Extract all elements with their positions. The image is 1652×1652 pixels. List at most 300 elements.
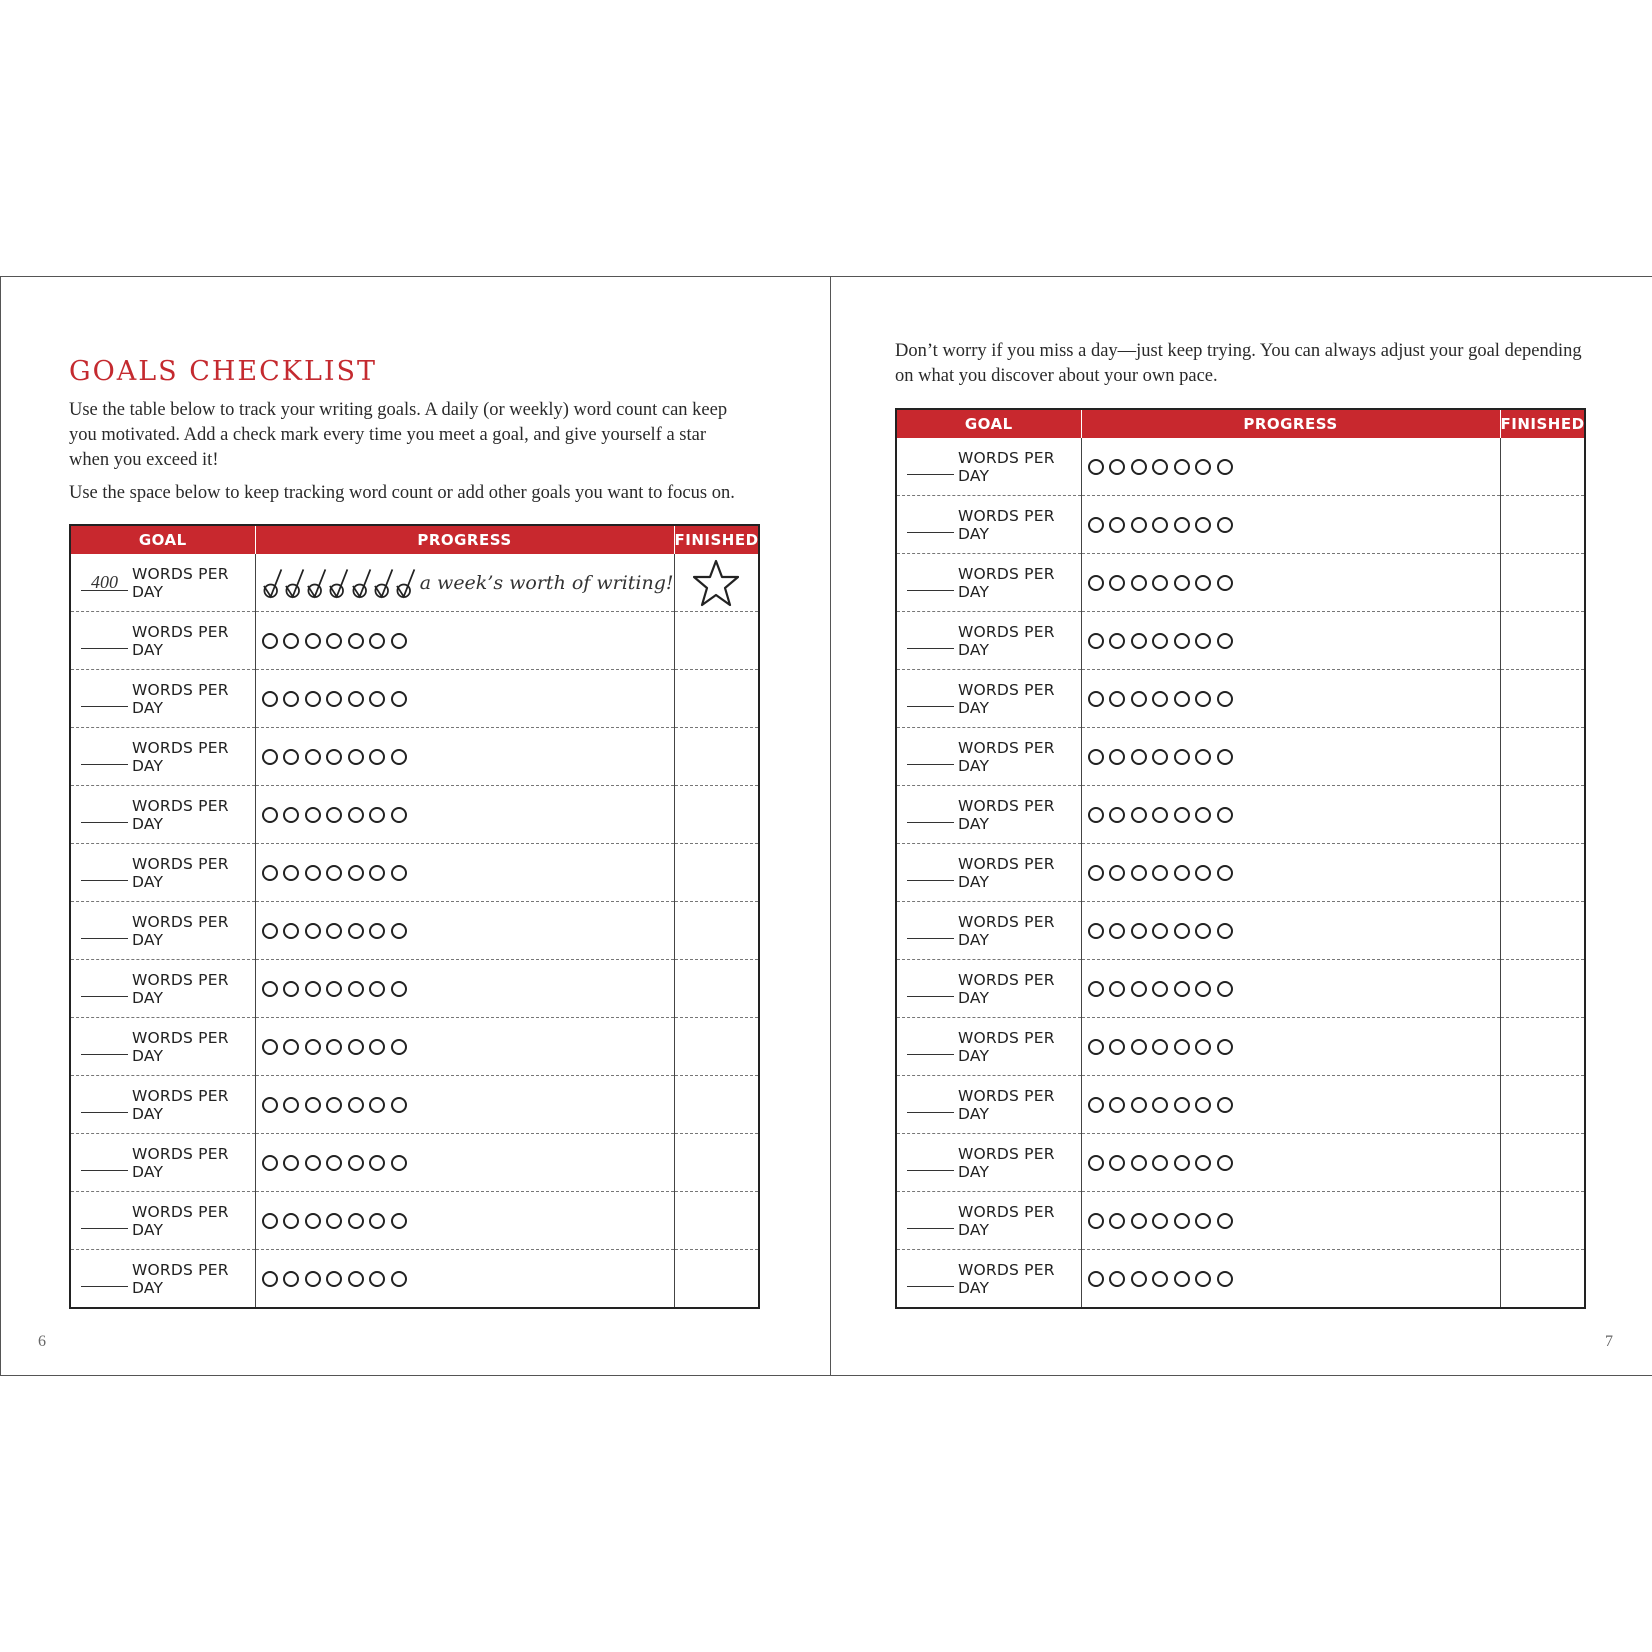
goal-cell [70, 1250, 255, 1309]
goal-cell [70, 1076, 255, 1134]
progress-circle-icon[interactable] [1195, 981, 1211, 997]
progress-circle-icon[interactable] [1131, 1039, 1147, 1055]
finished-cell[interactable] [674, 1018, 759, 1076]
finished-cell[interactable] [674, 1134, 759, 1192]
progress-cell [1081, 786, 1500, 844]
progress-circle-icon[interactable] [1109, 807, 1125, 823]
progress-circle-icon[interactable] [1152, 981, 1168, 997]
progress-circle-icon[interactable] [305, 1213, 321, 1229]
progress-circle-icon[interactable] [369, 1213, 385, 1229]
progress-circle-icon[interactable] [1174, 1271, 1190, 1287]
progress-circle-icon[interactable] [1195, 459, 1211, 475]
progress-circle-icon[interactable] [1088, 575, 1104, 591]
table-row [70, 1018, 759, 1076]
goal-label: WORDS PER DAY [131, 912, 229, 949]
goal-value-blank[interactable] [81, 980, 128, 997]
instruction-paragraph: Use the space below to keep tracking word count or add other goals you want to focus on. [69, 483, 735, 503]
goal-value-blank[interactable] [907, 1154, 954, 1171]
goal-value-blank[interactable] [907, 632, 954, 649]
progress-circle-icon[interactable] [348, 923, 364, 939]
progress-circle-icon[interactable] [1131, 749, 1147, 765]
progress-circle-icon[interactable] [1131, 633, 1147, 649]
goal-value-blank[interactable] [81, 806, 128, 823]
progress-cell [1081, 1192, 1500, 1250]
progress-circle-icon[interactable] [1217, 1213, 1233, 1229]
finished-cell[interactable] [1500, 1250, 1585, 1309]
progress-circle-icon[interactable] [1174, 1097, 1190, 1113]
progress-circle-icon[interactable] [283, 1271, 299, 1287]
finished-cell[interactable] [674, 670, 759, 728]
progress-circle-icon[interactable] [1088, 749, 1104, 765]
progress-circle-icon[interactable] [326, 691, 342, 707]
progress-circle-icon[interactable] [262, 1097, 278, 1113]
progress-circle-icon[interactable] [1152, 459, 1168, 475]
progress-circle-icon[interactable] [1152, 1155, 1168, 1171]
goal-label: WORDS PER DAY [957, 738, 1055, 775]
table-row [70, 1192, 759, 1250]
progress-circle-icon[interactable] [1174, 517, 1190, 533]
progress-circle-icon[interactable] [262, 749, 278, 765]
progress-circle-icon[interactable] [1088, 1213, 1104, 1229]
progress-circle-icon[interactable] [1088, 633, 1104, 649]
progress-cell [255, 960, 674, 1018]
goal-cell [896, 1250, 1081, 1309]
progress-circle-icon[interactable] [1109, 1271, 1125, 1287]
progress-circle-icon[interactable] [1174, 691, 1190, 707]
progress-circle-icon[interactable] [1152, 575, 1168, 591]
progress-circle-icon[interactable] [1174, 1213, 1190, 1229]
progress-circle-icon[interactable] [1217, 923, 1233, 939]
finished-cell[interactable] [1500, 612, 1585, 670]
goal-value-blank[interactable] [81, 1038, 128, 1055]
progress-circle-icon[interactable] [1131, 981, 1147, 997]
progress-circle-icon[interactable] [283, 1213, 299, 1229]
finished-cell[interactable] [1500, 728, 1585, 786]
progress-circle-icon[interactable] [1088, 1155, 1104, 1171]
progress-circle-icon[interactable] [391, 923, 407, 939]
progress-circle-icon[interactable] [305, 691, 321, 707]
goal-cell [70, 1192, 255, 1250]
goal-value-blank[interactable] [907, 922, 954, 939]
progress-circle-icon[interactable] [369, 923, 385, 939]
progress-circle-icon[interactable] [1217, 691, 1233, 707]
progress-circle-icon[interactable] [1152, 923, 1168, 939]
progress-circle-icon[interactable] [1195, 807, 1211, 823]
progress-circle-icon[interactable] [1109, 459, 1125, 475]
progress-cell [255, 554, 674, 612]
finished-cell[interactable] [674, 1250, 759, 1309]
progress-circle-icon[interactable] [348, 1213, 364, 1229]
progress-circle-icon[interactable] [283, 749, 299, 765]
progress-circle-icon[interactable] [1217, 807, 1233, 823]
progress-circle-icon[interactable] [1131, 1155, 1147, 1171]
check-mark-icon [328, 566, 349, 600]
finished-cell[interactable] [674, 960, 759, 1018]
progress-circle-icon[interactable] [283, 1097, 299, 1113]
progress-circle-icon[interactable] [391, 1271, 407, 1287]
progress-circle-icon[interactable] [1174, 807, 1190, 823]
goal-value-blank[interactable] [81, 1270, 128, 1287]
progress-circle-icon[interactable] [283, 923, 299, 939]
progress-circle-icon[interactable] [1217, 1271, 1233, 1287]
progress-circle-icon[interactable] [391, 981, 407, 997]
goal-label: WORDS PER DAY [957, 622, 1055, 659]
progress-cell [255, 902, 674, 960]
finished-cell[interactable] [674, 728, 759, 786]
table-row [70, 728, 759, 786]
goal-cell [896, 902, 1081, 960]
progress-circle-icon[interactable] [1109, 517, 1125, 533]
progress-circle-icon[interactable] [369, 1097, 385, 1113]
goal-cell [896, 960, 1081, 1018]
finished-cell[interactable] [1500, 1192, 1585, 1250]
goal-cell [70, 554, 255, 612]
progress-circle-icon[interactable] [1195, 865, 1211, 881]
progress-circle-icon[interactable] [1152, 749, 1168, 765]
goal-value-blank[interactable] [907, 1270, 954, 1287]
goal-value-blank[interactable] [81, 748, 128, 765]
progress-circle-icon[interactable] [326, 1155, 342, 1171]
progress-circle-icon[interactable] [1217, 459, 1233, 475]
progress-cell [255, 1018, 674, 1076]
goal-value-blank[interactable] [907, 864, 954, 881]
finished-cell[interactable] [1500, 902, 1585, 960]
goal-cell [70, 670, 255, 728]
goal-value-blank[interactable] [907, 574, 954, 591]
goal-value-blank[interactable] [907, 748, 954, 765]
progress-circle-icon[interactable] [262, 981, 278, 997]
progress-circle-icon[interactable] [1109, 1213, 1125, 1229]
progress-circle-icon[interactable] [326, 1039, 342, 1055]
goal-value-blank[interactable] [81, 632, 128, 649]
progress-circle-icon[interactable] [1109, 1097, 1125, 1113]
progress-circle-icon[interactable] [262, 865, 278, 881]
goal-value-blank[interactable] [81, 1212, 128, 1229]
progress-circle-icon[interactable] [326, 1097, 342, 1113]
progress-circle-icon[interactable] [305, 633, 321, 649]
progress-circle-icon[interactable] [305, 1039, 321, 1055]
progress-circle-icon[interactable] [1131, 691, 1147, 707]
progress-circle-icon[interactable] [262, 691, 278, 707]
progress-circle-icon[interactable] [283, 981, 299, 997]
progress-circle-icon[interactable] [1109, 923, 1125, 939]
progress-circle-icon[interactable] [305, 1155, 321, 1171]
finished-cell[interactable] [674, 612, 759, 670]
progress-circle-icon[interactable] [1109, 1155, 1125, 1171]
finished-cell[interactable] [1500, 496, 1585, 554]
progress-circle-icon[interactable] [1195, 1271, 1211, 1287]
progress-circle-icon[interactable] [283, 633, 299, 649]
progress-circle-icon[interactable] [1131, 865, 1147, 881]
finished-cell[interactable] [1500, 786, 1585, 844]
progress-circle-icon[interactable] [1195, 1155, 1211, 1171]
goal-label: WORDS PER DAY [957, 448, 1055, 485]
progress-circle-icon[interactable] [369, 1155, 385, 1171]
finished-cell[interactable] [1500, 554, 1585, 612]
progress-circle-icon[interactable] [1152, 691, 1168, 707]
progress-circle-icon[interactable] [1088, 865, 1104, 881]
finished-cell[interactable] [1500, 670, 1585, 728]
progress-circle-icon[interactable] [1131, 1271, 1147, 1287]
progress-circle-icon[interactable] [1131, 517, 1147, 533]
progress-circle-icon[interactable] [1109, 865, 1125, 881]
progress-circle-icon[interactable] [1152, 865, 1168, 881]
progress-circle-icon[interactable] [1152, 807, 1168, 823]
progress-cell [1081, 1250, 1500, 1309]
goal-value-blank[interactable] [81, 864, 128, 881]
progress-circle-icon[interactable] [1174, 459, 1190, 475]
progress-circle-icon[interactable] [1217, 517, 1233, 533]
progress-circle-icon[interactable] [1088, 981, 1104, 997]
progress-circle-icon[interactable] [391, 1155, 407, 1171]
goal-value-blank[interactable] [907, 1212, 954, 1229]
progress-circle-icon[interactable] [1131, 1097, 1147, 1113]
progress-circle-icon[interactable] [1109, 691, 1125, 707]
progress-circle-icon[interactable] [305, 1097, 321, 1113]
goal-label: WORDS PER DAY [131, 564, 229, 601]
goal-label: WORDS PER DAY [131, 680, 229, 717]
finished-cell[interactable] [1500, 1018, 1585, 1076]
progress-circle-icon[interactable] [348, 981, 364, 997]
progress-circle-icon[interactable] [1131, 807, 1147, 823]
progress-circle-icon[interactable] [1109, 1039, 1125, 1055]
progress-circle-icon[interactable] [305, 981, 321, 997]
progress-circle-icon[interactable] [1088, 1039, 1104, 1055]
check-mark-icon [262, 566, 283, 600]
progress-circle-icon[interactable] [262, 1271, 278, 1287]
goal-label: WORDS PER DAY [131, 1260, 229, 1297]
goal-value-blank[interactable] [81, 1154, 128, 1171]
finished-cell[interactable] [674, 902, 759, 960]
goal-value-blank[interactable] [907, 458, 954, 475]
progress-note: a week’s worth of writing! [419, 571, 674, 594]
progress-circle-icon[interactable] [1174, 981, 1190, 997]
finished-cell[interactable] [674, 786, 759, 844]
progress-circle-icon[interactable] [1217, 749, 1233, 765]
progress-circle-icon[interactable] [305, 1271, 321, 1287]
progress-circle-icon[interactable] [1131, 575, 1147, 591]
goal-value-blank[interactable] [81, 690, 128, 707]
page-gutter [830, 276, 831, 1376]
goal-cell [896, 496, 1081, 554]
progress-circle-icon[interactable] [1195, 1039, 1211, 1055]
goal-cell [896, 438, 1081, 496]
progress-circle-icon[interactable] [326, 807, 342, 823]
progress-circle-icon[interactable] [369, 633, 385, 649]
table-row [896, 844, 1585, 902]
progress-circle-icon[interactable] [348, 749, 364, 765]
progress-circle-icon[interactable] [1195, 749, 1211, 765]
goal-cell [70, 1018, 255, 1076]
progress-circle-icon[interactable] [1217, 633, 1233, 649]
goal-label: WORDS PER DAY [957, 796, 1055, 833]
progress-circle-icon[interactable] [1088, 807, 1104, 823]
progress-circle-icon[interactable] [348, 1097, 364, 1113]
progress-circle-icon[interactable] [262, 1213, 278, 1229]
progress-circle-icon[interactable] [1152, 1213, 1168, 1229]
finished-cell[interactable] [1500, 960, 1585, 1018]
progress-circle-icon[interactable] [283, 1155, 299, 1171]
progress-circle-icon[interactable] [1195, 691, 1211, 707]
goal-value-blank[interactable] [81, 1096, 128, 1113]
goal-label: WORDS PER DAY [131, 1086, 229, 1123]
progress-circle-icon[interactable] [1088, 1271, 1104, 1287]
finished-cell[interactable] [674, 1192, 759, 1250]
progress-circle-icon[interactable] [262, 807, 278, 823]
progress-circle-icon[interactable] [369, 1039, 385, 1055]
progress-circle-icon[interactable] [262, 923, 278, 939]
progress-circle-icon[interactable] [1195, 633, 1211, 649]
progress-circle-icon[interactable] [305, 807, 321, 823]
progress-circle-icon[interactable] [1217, 865, 1233, 881]
goal-label: WORDS PER DAY [957, 1028, 1055, 1065]
progress-circle-icon[interactable] [283, 865, 299, 881]
progress-circle-icon[interactable] [326, 633, 342, 649]
progress-circle-icon[interactable] [1152, 1271, 1168, 1287]
progress-circle-icon[interactable] [262, 1155, 278, 1171]
goals-table-left [69, 524, 766, 1309]
progress-circle-icon[interactable] [1195, 575, 1211, 591]
progress-circle-icon[interactable] [1217, 575, 1233, 591]
goals-table-right [895, 408, 1592, 1309]
goal-label: WORDS PER DAY [957, 970, 1055, 1007]
progress-circle-icon[interactable] [1174, 1155, 1190, 1171]
progress-circle-icon[interactable] [326, 865, 342, 881]
goal-label: WORDS PER DAY [131, 1202, 229, 1239]
progress-circle-icon[interactable] [326, 1271, 342, 1287]
table-header-row [70, 525, 759, 554]
goal-value-blank[interactable] [81, 922, 128, 939]
progress-circle-icon[interactable] [1152, 633, 1168, 649]
progress-circle-icon[interactable] [1088, 517, 1104, 533]
progress-circle-icon[interactable] [1088, 459, 1104, 475]
finished-cell[interactable] [1500, 844, 1585, 902]
finished-cell[interactable] [674, 1076, 759, 1134]
progress-circle-icon[interactable] [369, 749, 385, 765]
progress-circle-icon[interactable] [1217, 1155, 1233, 1171]
progress-circle-icon[interactable] [348, 633, 364, 649]
goal-value-blank[interactable] [907, 980, 954, 997]
progress-circle-icon[interactable] [1109, 633, 1125, 649]
goal-value-blank[interactable] [907, 1038, 954, 1055]
progress-circle-icon[interactable] [305, 749, 321, 765]
goal-value-blank[interactable] [907, 806, 954, 823]
progress-circle-icon[interactable] [348, 807, 364, 823]
progress-circle-icon[interactable] [1131, 923, 1147, 939]
progress-circle-icon[interactable] [326, 923, 342, 939]
progress-circle-icon[interactable] [369, 1271, 385, 1287]
progress-circle-icon[interactable] [369, 807, 385, 823]
progress-circle-icon[interactable] [348, 1271, 364, 1287]
progress-circle-icon[interactable] [262, 633, 278, 649]
progress-circle-icon[interactable] [326, 1213, 342, 1229]
progress-circle-icon[interactable] [1217, 1039, 1233, 1055]
table-row [70, 1250, 759, 1309]
goal-label: WORDS PER DAY [957, 1260, 1055, 1297]
progress-circle-icon[interactable] [1174, 633, 1190, 649]
progress-circle-icon[interactable] [1174, 923, 1190, 939]
goal-cell [896, 612, 1081, 670]
progress-circle-icon[interactable] [1088, 1097, 1104, 1113]
progress-circle-icon[interactable] [369, 691, 385, 707]
table-row [70, 960, 759, 1018]
progress-circle-icon[interactable] [283, 1039, 299, 1055]
progress-circle-icon[interactable] [1174, 1039, 1190, 1055]
progress-circle-icon[interactable] [1195, 517, 1211, 533]
progress-circle-icon[interactable] [348, 1039, 364, 1055]
progress-circle-icon[interactable] [391, 749, 407, 765]
progress-circle-icon[interactable] [1152, 1097, 1168, 1113]
progress-circle-icon[interactable] [1109, 749, 1125, 765]
goal-value-blank[interactable] [907, 1096, 954, 1113]
progress-circle-icon[interactable] [391, 633, 407, 649]
goal-label: WORDS PER DAY [131, 738, 229, 775]
progress-circle-icon[interactable] [391, 691, 407, 707]
progress-circle-icon[interactable] [326, 749, 342, 765]
progress-circle-icon[interactable] [305, 865, 321, 881]
finished-cell[interactable] [1500, 438, 1585, 496]
progress-circle-icon[interactable] [1152, 1039, 1168, 1055]
table-row [896, 1134, 1585, 1192]
progress-circle-icon[interactable] [1131, 459, 1147, 475]
goal-cell [70, 1134, 255, 1192]
progress-circle-icon[interactable] [1088, 691, 1104, 707]
check-marks [256, 566, 674, 600]
goal-value-blank[interactable] [907, 690, 954, 707]
goal-value-blank[interactable] [907, 516, 954, 533]
goal-label: WORDS PER DAY [957, 1086, 1055, 1123]
progress-circle-icon[interactable] [369, 981, 385, 997]
progress-circle-icon[interactable] [305, 923, 321, 939]
progress-circle-icon[interactable] [1195, 923, 1211, 939]
progress-circle-icon[interactable] [283, 807, 299, 823]
progress-cell [255, 1076, 674, 1134]
progress-circle-icon[interactable] [283, 691, 299, 707]
progress-circle-icon[interactable] [391, 807, 407, 823]
finished-cell[interactable] [1500, 1134, 1585, 1192]
goal-cell [896, 728, 1081, 786]
progress-circle-icon[interactable] [348, 865, 364, 881]
table-row [896, 438, 1585, 496]
progress-circle-icon[interactable] [262, 1039, 278, 1055]
finished-cell[interactable] [674, 844, 759, 902]
progress-circle-icon[interactable] [391, 1039, 407, 1055]
progress-circle-icon[interactable] [1195, 1097, 1211, 1113]
progress-circle-icon[interactable] [369, 865, 385, 881]
finished-cell[interactable] [1500, 1076, 1585, 1134]
progress-circle-icon[interactable] [1174, 865, 1190, 881]
progress-circle-icon[interactable] [1174, 749, 1190, 765]
progress-circle-icon[interactable] [1152, 517, 1168, 533]
progress-circle-icon[interactable] [1217, 981, 1233, 997]
progress-circle-icon[interactable] [391, 1097, 407, 1113]
progress-cell [1081, 1018, 1500, 1076]
progress-circle-icon[interactable] [1217, 1097, 1233, 1113]
progress-circle-icon[interactable] [326, 981, 342, 997]
progress-circle-icon[interactable] [391, 865, 407, 881]
progress-circle-icon[interactable] [1174, 575, 1190, 591]
progress-circle-icon[interactable] [1109, 981, 1125, 997]
progress-circle-icon[interactable] [391, 1213, 407, 1229]
progress-circle-icon[interactable] [1109, 575, 1125, 591]
goal-label: WORDS PER DAY [957, 854, 1055, 891]
progress-circle-icon[interactable] [1088, 923, 1104, 939]
table-row [70, 670, 759, 728]
progress-circle-icon[interactable] [348, 1155, 364, 1171]
progress-circle-icon[interactable] [348, 691, 364, 707]
progress-circle-icon[interactable] [1195, 1213, 1211, 1229]
progress-circle-icon[interactable] [1131, 1213, 1147, 1229]
